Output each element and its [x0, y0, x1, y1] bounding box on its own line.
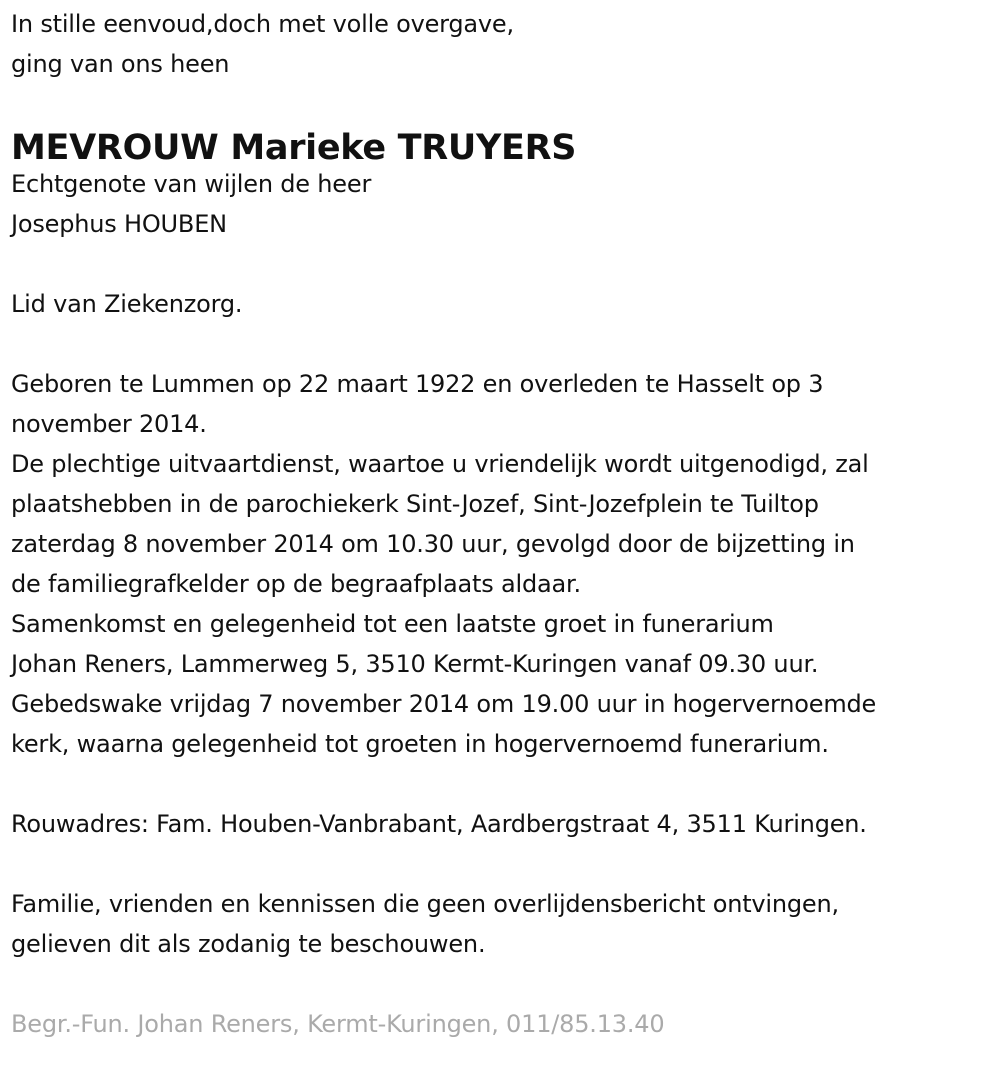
spacer	[11, 84, 991, 124]
details-line: De plechtige uitvaartdienst, waartoe u vriendelijk wordt uitgenodigd, zal	[11, 450, 869, 478]
details-line: kerk, waarna gelegenheid tot groeten in hogervernoemd funerarium.	[11, 730, 829, 758]
spacer	[11, 964, 991, 1004]
funeral-home-footer: Begr.-Fun. Johan Reners, Kermt-Kuringen, 011/85.13.40	[11, 1010, 665, 1038]
spouse-line: Josephus HOUBEN	[11, 210, 227, 238]
spacer	[11, 324, 991, 364]
details-line: november 2014.	[11, 410, 207, 438]
details-line: Samenkomst en gelegenheid tot een laatste groet in funerarium	[11, 610, 774, 638]
notice-line: Familie, vrienden en kennissen die geen overlijdensbericht ontvingen,	[11, 890, 839, 918]
details-line: Johan Reners, Lammerweg 5, 3510 Kermt-Kuringen vanaf 09.30 uur.	[11, 650, 819, 678]
mourning-address: Rouwadres: Fam. Houben-Vanbrabant, Aardbergstraat 4, 3511 Kuringen.	[11, 810, 867, 838]
spacer	[11, 764, 991, 804]
spacer	[11, 244, 991, 284]
details-line: zaterdag 8 november 2014 om 10.30 uur, gevolgd door de bijzetting in	[11, 530, 855, 558]
details-line: Geboren te Lummen op 22 maart 1922 en overleden te Hasselt op 3	[11, 370, 824, 398]
intro-line: ging van ons heen	[11, 50, 230, 78]
deceased-name: MEVROUW Marieke TRUYERS	[11, 128, 577, 168]
obituary-document	[11, 4, 991, 1044]
details-line: plaatshebben in de parochiekerk Sint-Jozef, Sint-Jozefplein te Tuiltop	[11, 490, 819, 518]
details-line: de familiegrafkelder op de begraafplaats aldaar.	[11, 570, 581, 598]
spacer	[11, 844, 991, 884]
membership-line: Lid van Ziekenzorg.	[11, 290, 243, 318]
notice-line: gelieven dit als zodanig te beschouwen.	[11, 930, 486, 958]
details-line: Gebedswake vrijdag 7 november 2014 om 19.00 uur in hogervernoemde	[11, 690, 877, 718]
spouse-line: Echtgenote van wijlen de heer	[11, 170, 372, 198]
intro-line: In stille eenvoud,doch met volle overgave,	[11, 10, 514, 38]
